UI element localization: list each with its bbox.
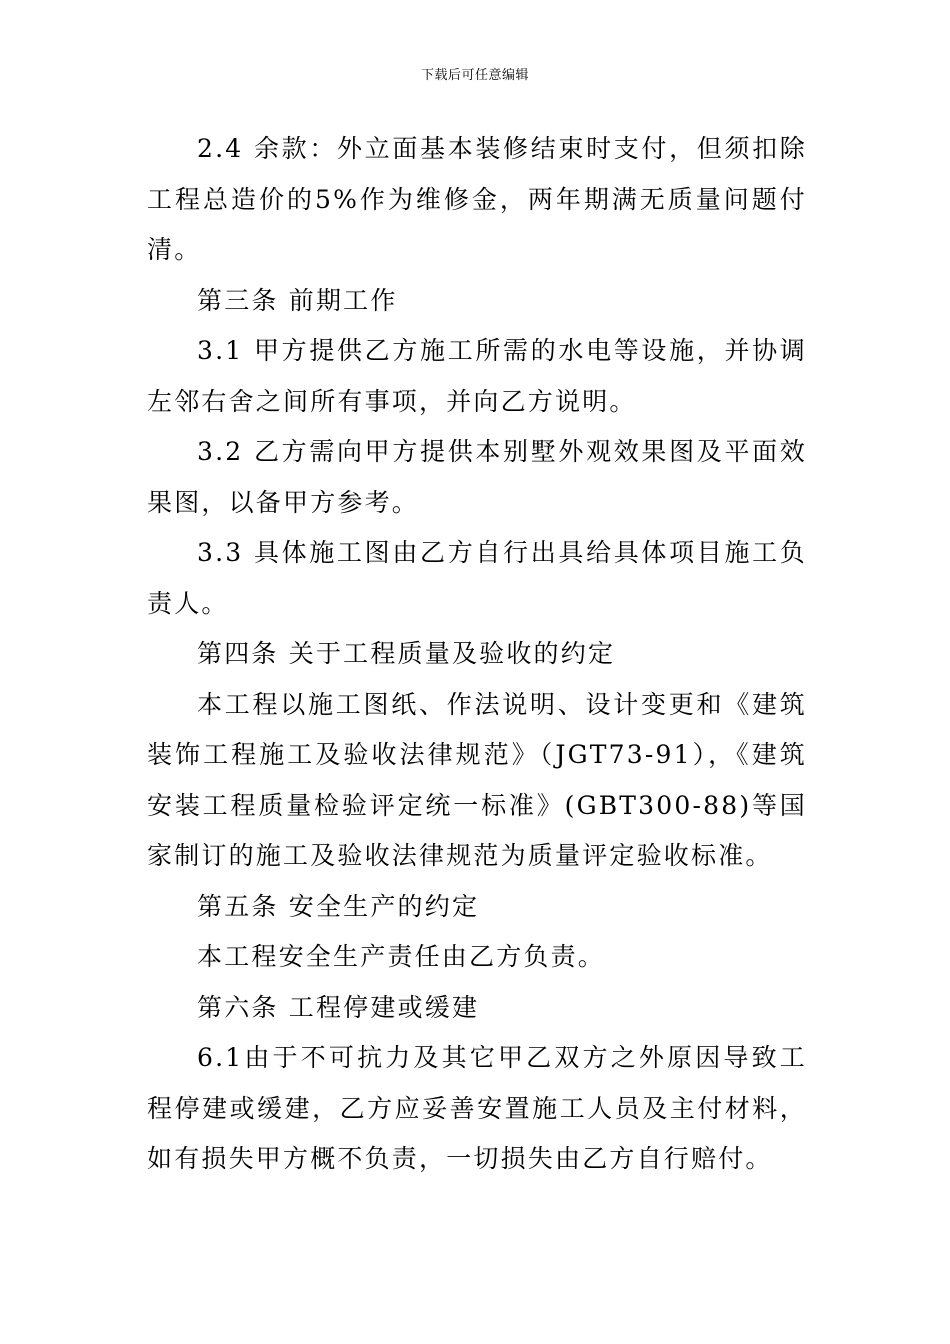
article-4-paragraph: 本工程以施工图纸、作法说明、设计变更和《建筑装饰工程施工及验收法律规范》（JGT73-91），《建筑安装工程质量检验评定统一标准》(GBT300-88)等国家制订的施工及验收法律规范为质量评定验收标准。 bbox=[147, 689, 807, 870]
article-5-paragraph: 本工程安全生产责任由乙方负责。 bbox=[197, 942, 606, 971]
clause-6-1-paragraph: 6.1由于不可抗力及其它甲乙双方之外原因导致工程停建或缓建，乙方应妥善安置施工人员及主付材料，如有损失甲方概不负责，一切损失由乙方自行赔付。 bbox=[147, 1043, 807, 1173]
clause-3-1-paragraph: 3.1 甲方提供乙方施工所需的水电等设施，并协调左邻右舍之间所有事项，并向乙方说明。 bbox=[147, 336, 807, 416]
page-header: 下载后可任意编辑 bbox=[420, 68, 529, 83]
clause-2-4-paragraph: 2.4 余款：外立面基本装修结束时支付，但须扣除工程总造价的5%作为维修金，两年期满无质量问题付清。 bbox=[147, 134, 807, 264]
article-4-heading: 第四条 关于工程质量及验收的约定 bbox=[197, 639, 616, 668]
document-body bbox=[147, 124, 807, 1185]
article-3-heading: 第三条 前期工作 bbox=[197, 285, 398, 315]
clause-3-2-paragraph: 3.2 乙方需向甲方提供本别墅外观效果图及平面效果图，以备甲方参考。 bbox=[147, 437, 807, 517]
article-5-heading: 第五条 安全生产的约定 bbox=[197, 891, 480, 921]
clause-3-3-paragraph: 3.3 具体施工图由乙方自行出具给具体项目施工负责人。 bbox=[147, 538, 807, 618]
article-6-heading: 第六条 工程停建或缓建 bbox=[197, 992, 480, 1022]
